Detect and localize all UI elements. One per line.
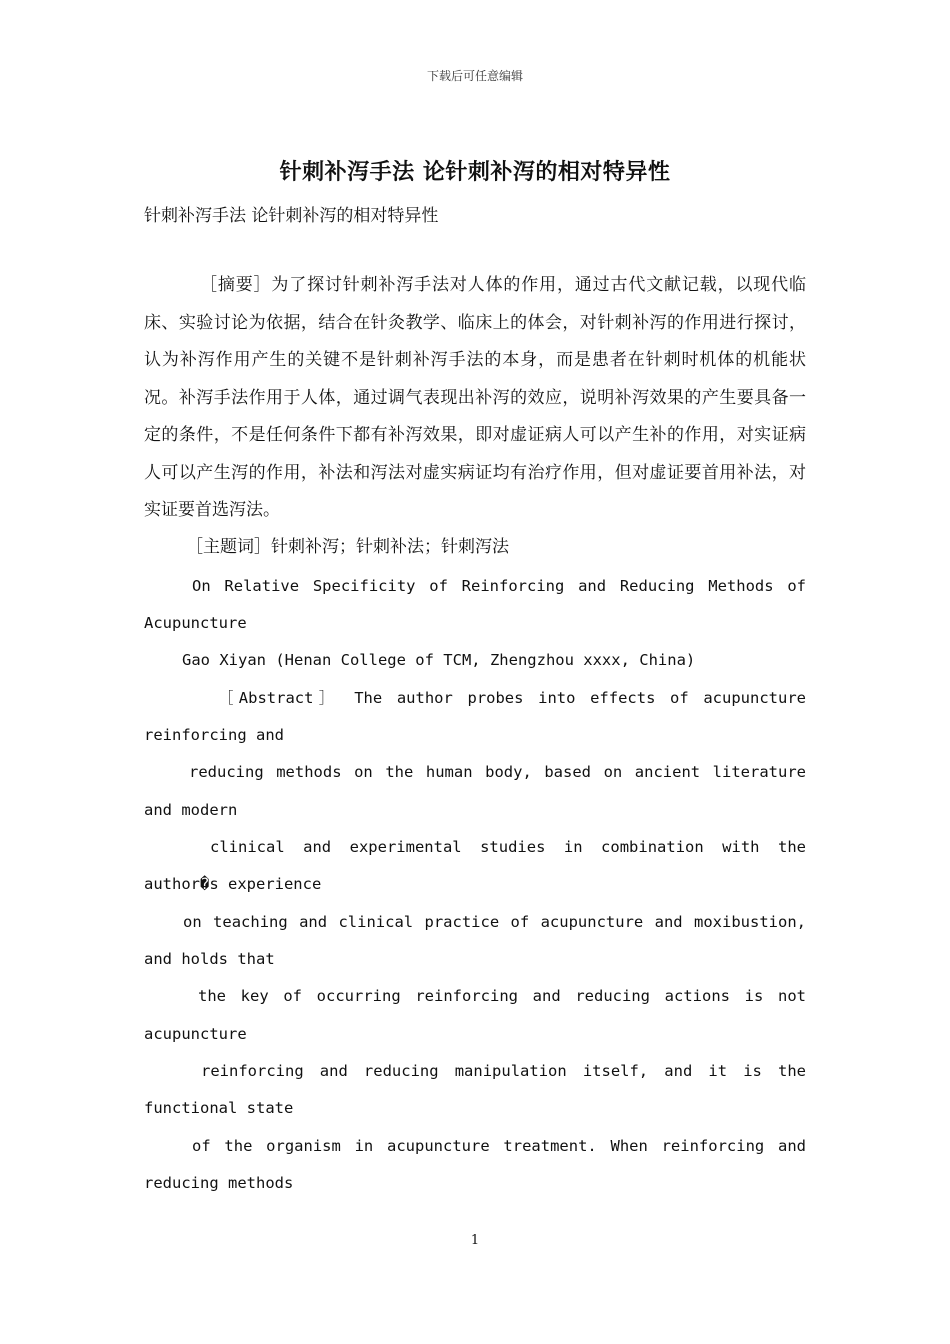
abstract-en-line: of the organism in acupuncture treatment. When reinforcing and [192,1137,806,1155]
page-number: 1 [470,1233,480,1248]
abstract-en-line: clinical and experimental studies in combination with the [210,838,806,856]
abstract-zh-paragraph: ［摘要］为了探讨针刺补泻手法对人体的作用，通过古代文献记载，以现代临床、实验讨论为依据，结合在针灸教学、临床上的体会，对针刺补泻的作用进行探讨，认为补泻作用产生的关键不是针刺补泻手法的本身，而是患者在针刺时机体的机能状况。补泻手法作用于人体，通过调气表现出补泻的效应，说明补泻效果的产生要具备一定的条件，不是任何条件下都有补泻效果，即对虚证病人可以产生补的作用，对实证病人可以产生泻的作用，补法和泻法对虚实病证均有治疗作用，但对虚证要首用补法，对实证要首选泻法。 [144,275,806,520]
abstract-en-line: functional state [144,1099,294,1117]
header-note: 下载后可任意编辑 [426,69,523,83]
abstract-en-line: reinforcing and reducing manipulation itself, and it is the [201,1062,806,1080]
abstract-en-line: and modern [144,801,238,819]
abstract-en-line: ［Abstract］ The author probes into effects of acupuncture [218,689,806,707]
document-subtitle: 针刺补泻手法 论针刺补泻的相对特异性 [144,206,439,226]
english-title-line: Acupuncture [144,614,247,632]
abstract-en-line: reinforcing and [144,726,284,744]
abstract-en-line: reducing methods [144,1174,294,1192]
author-line: Gao Xiyan (Henan College of TCM, Zhengzhou xxxx, China) [182,651,696,669]
abstract-en-line: the key of occurring reinforcing and reducing actions is not [198,987,806,1005]
document-title: 针刺补泻手法 论针刺补泻的相对特异性 [279,160,671,185]
abstract-en-line: author�s experience [144,875,322,893]
abstract-en-line: and holds that [144,950,275,968]
keywords-zh: ［主题词］针刺补泻；针刺补法；针刺泻法 [186,537,509,557]
english-title-line: On Relative Specificity of Reinforcing and Reducing Methods of [192,577,806,595]
abstract-en-line: reducing methods on the human body, based on ancient literature [189,763,806,781]
abstract-en-line: acupuncture [144,1025,247,1043]
abstract-en-line: on teaching and clinical practice of acupuncture and moxibustion, [183,913,806,931]
